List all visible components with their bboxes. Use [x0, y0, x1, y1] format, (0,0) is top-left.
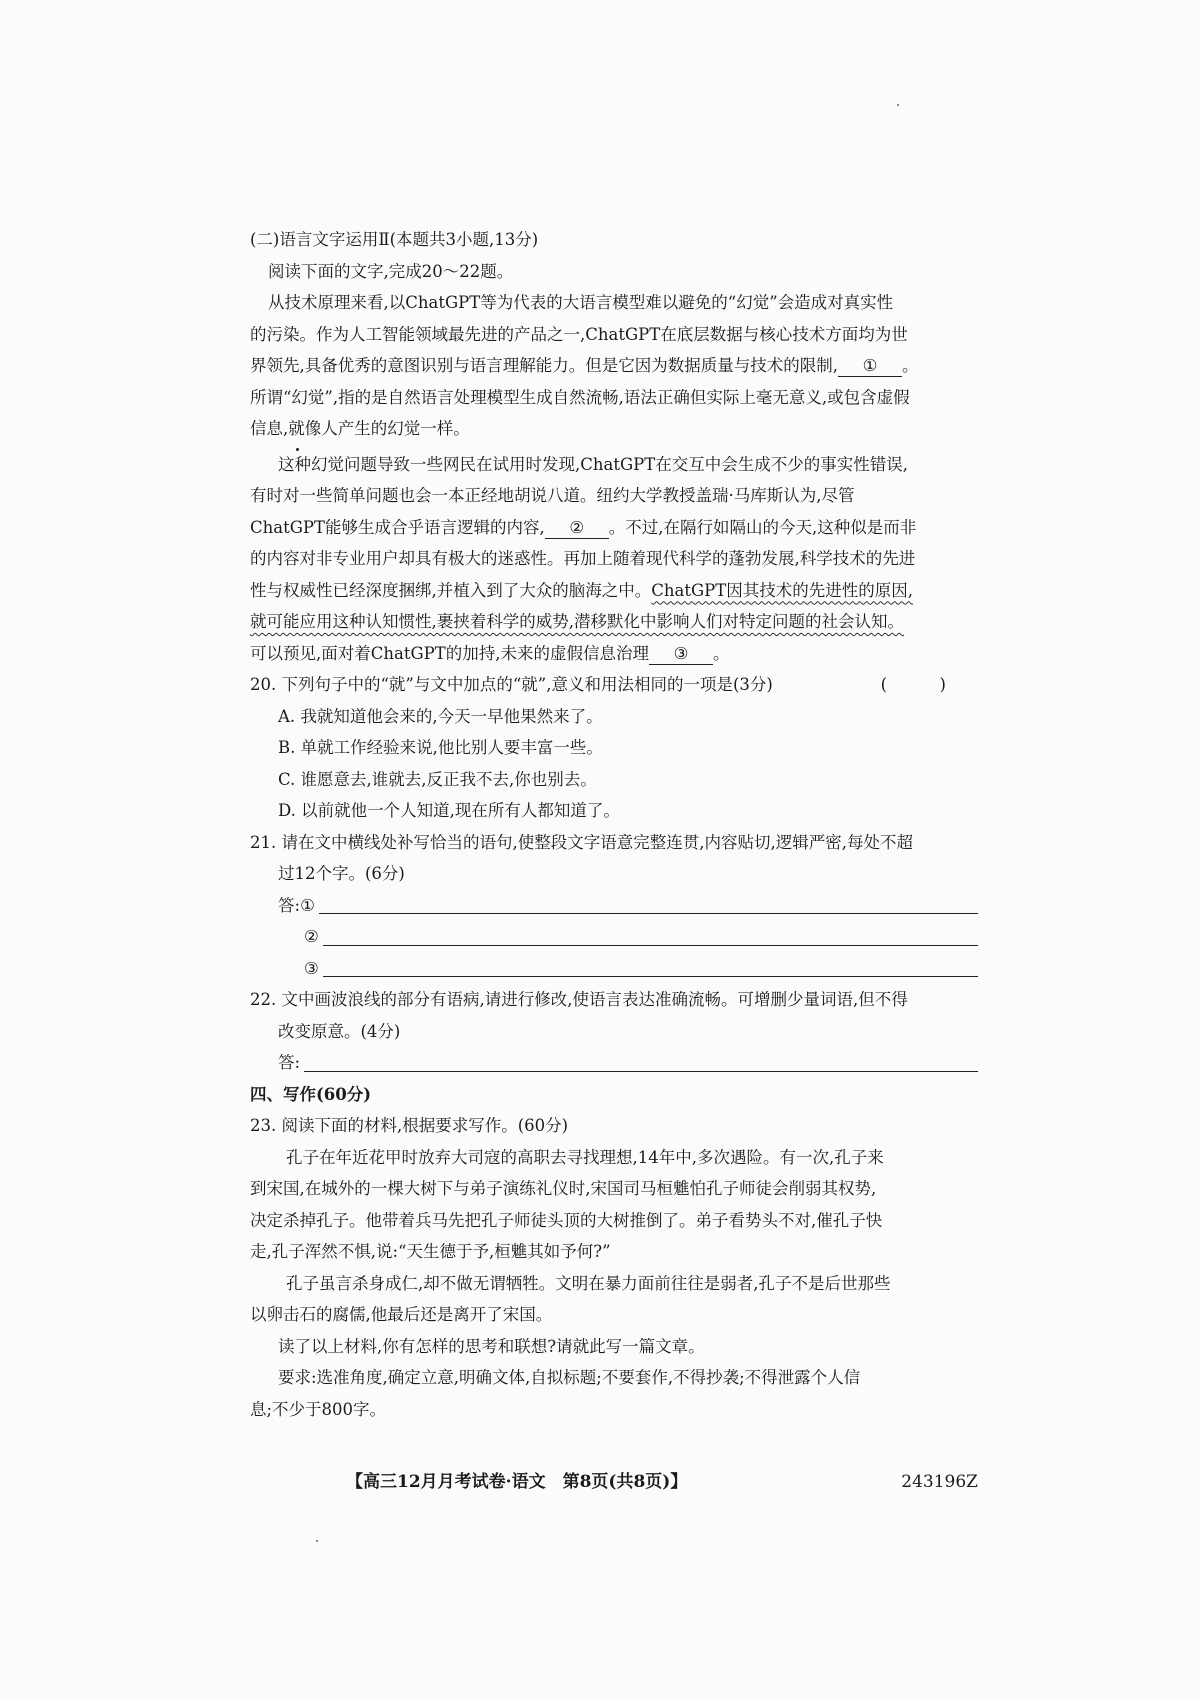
passage-line: 的内容对非专业用户却具有极大的迷惑性。再加上随着现代科学的蓬勃发展,科学技术的先进 — [250, 549, 916, 568]
passage-line — [250, 413, 978, 445]
passage-text: 性与权威性已经深度捆绑,并植入到了大众的脑海之中。 — [250, 580, 652, 600]
passage-line: 所谓“幻觉”,指的是自然语言处理模型生成自然流畅,语法正确但实际上毫无意义,或包含虚假 — [250, 387, 910, 407]
answer-marker: ② — [304, 927, 319, 946]
answer-marker: ③ — [304, 958, 319, 978]
passage-text: ChatGPT能够生成合乎语言逻辑的内容, — [250, 517, 545, 537]
passage-line — [250, 350, 978, 382]
writing-requirements: 息;不少于800字。 — [250, 1399, 387, 1419]
answer-prefix: 答: — [278, 895, 301, 915]
reading-instruction: 阅读下面的文字,完成20～22题。 — [268, 261, 514, 281]
page-footer — [290, 1470, 978, 1494]
answer-rule[interactable] — [319, 913, 978, 914]
answer-line-2[interactable] — [250, 921, 978, 953]
footer-title: 【高三12月月考试卷·语文 第8页(共8页)】 — [346, 1472, 688, 1492]
passage-text: 。 — [713, 643, 730, 663]
question-21-stem: 过12个字。(6分) — [278, 864, 405, 883]
passage-paragraph-1 — [250, 287, 978, 445]
material-line: 走,孔子浑然不惧,说:“天生德于予,桓魋其如予何?” — [250, 1242, 611, 1261]
question-21 — [250, 827, 978, 985]
material-line: 以卵击石的腐儒,他最后还是离开了宋国。 — [250, 1305, 553, 1324]
fill-blank-3[interactable]: ③ — [649, 644, 713, 665]
passage-text: 可以预见,面对着ChatGPT的加持,未来的虚假信息治理 — [250, 643, 649, 663]
question-22-stem: 改变原意。(4分) — [278, 1021, 401, 1041]
writing-prompt: 读了以上材料,你有怎样的思考和联想?请就此写一篇文章。 — [278, 1336, 705, 1356]
passage-line — [250, 638, 978, 670]
exam-content — [250, 224, 978, 1425]
question-20 — [250, 669, 978, 827]
exam-code: 243196Z — [901, 1472, 978, 1492]
answer-parentheses[interactable]: ( ) — [880, 675, 964, 694]
writing-requirements: 要求:选准角度,确定立意,明确文体,自拟标题;不要套作,不得抄袭;不得泄露个人信 — [278, 1368, 861, 1387]
option-a[interactable]: A. 我就知道他会来的,今天一早他果然来了。 — [278, 706, 603, 726]
emphasis-dot-word: 就 — [288, 413, 305, 445]
section-heading: 四、写作(60分) — [250, 1084, 372, 1104]
question-20-stem: 20. 下列句子中的“就”与文中加点的“就”,意义和用法相同的一项是(3分) — [250, 675, 773, 694]
option-b[interactable]: B. 单就工作经验来说,他比别人要丰富一些。 — [278, 738, 603, 757]
wavy-underlined-text: 就可能应用这种认知惯性,裹挟着科学的威势,潜移默化中影响人们对特定问题的社会认知。 — [250, 612, 904, 631]
wavy-underlined-text: ChatGPT因其技术的先进性的原因, — [651, 580, 914, 600]
answer-line-3[interactable] — [250, 953, 978, 985]
option-c[interactable]: C. 谁愿意去,谁就去,反正我不去,你也别去。 — [278, 769, 597, 789]
passage-text: 。不过,在隔行如隔山的今天,这种似是而非 — [608, 517, 917, 537]
question-22-stem: 22. 文中画波浪线的部分有语病,请进行修改,使语言表达准确流畅。可增删少量词语,但不得 — [250, 990, 908, 1009]
passage-text: 界领先,具备优秀的意图识别与语言理解能力。但是它因为数据质量与技术的限制, — [250, 356, 838, 375]
question-stem — [250, 669, 978, 701]
passage-line: 从技术原理来看,以ChatGPT等为代表的大语言模型难以避免的“幻觉”会造成对真实性 — [268, 293, 894, 312]
passage-paragraph-2 — [250, 449, 978, 670]
passage-text: 。 — [902, 356, 919, 375]
answer-rule[interactable] — [323, 976, 978, 977]
answer-line[interactable] — [250, 1047, 978, 1079]
passage-line — [250, 512, 978, 544]
passage-text: 信息, — [250, 419, 289, 438]
material-line: 到宋国,在城外的一棵大树下与弟子演练礼仪时,宋国司马桓魋怕孔子师徒会削弱其权势, — [250, 1179, 877, 1198]
scan-speck — [316, 1540, 318, 1542]
answer-prefix: 答: — [278, 1053, 301, 1072]
answer-rule[interactable] — [323, 945, 978, 946]
question-21-stem: 21. 请在文中横线处补写恰当的语句,使整段文字语意完整连贯,内容贴切,逻辑严密,每处不超 — [250, 832, 913, 852]
material-line: 决定杀掉孔子。他带着兵马先把孔子师徒头顶的大树推倒了。弟子看势头不对,催孔子快 — [250, 1210, 883, 1230]
passage-line: 有时对一些简单问题也会一本正经地胡说八道。纽约大学教授盖瑞·马库斯认为,尽管 — [250, 486, 855, 505]
scan-speck — [897, 104, 899, 106]
question-22 — [250, 984, 978, 1079]
question-23 — [250, 1110, 978, 1425]
fill-blank-1[interactable]: ① — [838, 356, 902, 377]
material-line: 孔子在年近花甲时放弃大司寇的高职去寻找理想,14年中,多次遇险。有一次,孔子来 — [286, 1147, 884, 1167]
passage-line — [250, 575, 978, 607]
fill-blank-2[interactable]: ② — [545, 518, 609, 539]
question-23-stem: 23. 阅读下面的材料,根据要求写作。(60分) — [250, 1116, 569, 1135]
passage-line — [250, 606, 978, 638]
answer-line-1[interactable] — [250, 890, 978, 922]
answer-rule[interactable] — [304, 1071, 978, 1072]
option-d[interactable]: D. 以前就他一个人知道,现在所有人都知道了。 — [278, 801, 620, 820]
answer-marker: ① — [300, 895, 315, 915]
material-line: 孔子虽言杀身成仁,却不做无谓牺牲。文明在暴力面前往往是弱者,孔子不是后世那些 — [286, 1273, 891, 1293]
passage-line: 这种幻觉问题导致一些网民在试用时发现,ChatGPT在交互中会生成不少的事实性错误, — [278, 454, 908, 474]
passage-line: 的污染。作为人工智能领域最先进的产品之一,ChatGPT在底层数据与核心技术方面均为世 — [250, 324, 908, 344]
passage-text: 像人产生的幻觉一样。 — [304, 419, 470, 438]
section-heading: (二)语言文字运用Ⅱ(本题共3小题,13分) — [250, 230, 539, 249]
